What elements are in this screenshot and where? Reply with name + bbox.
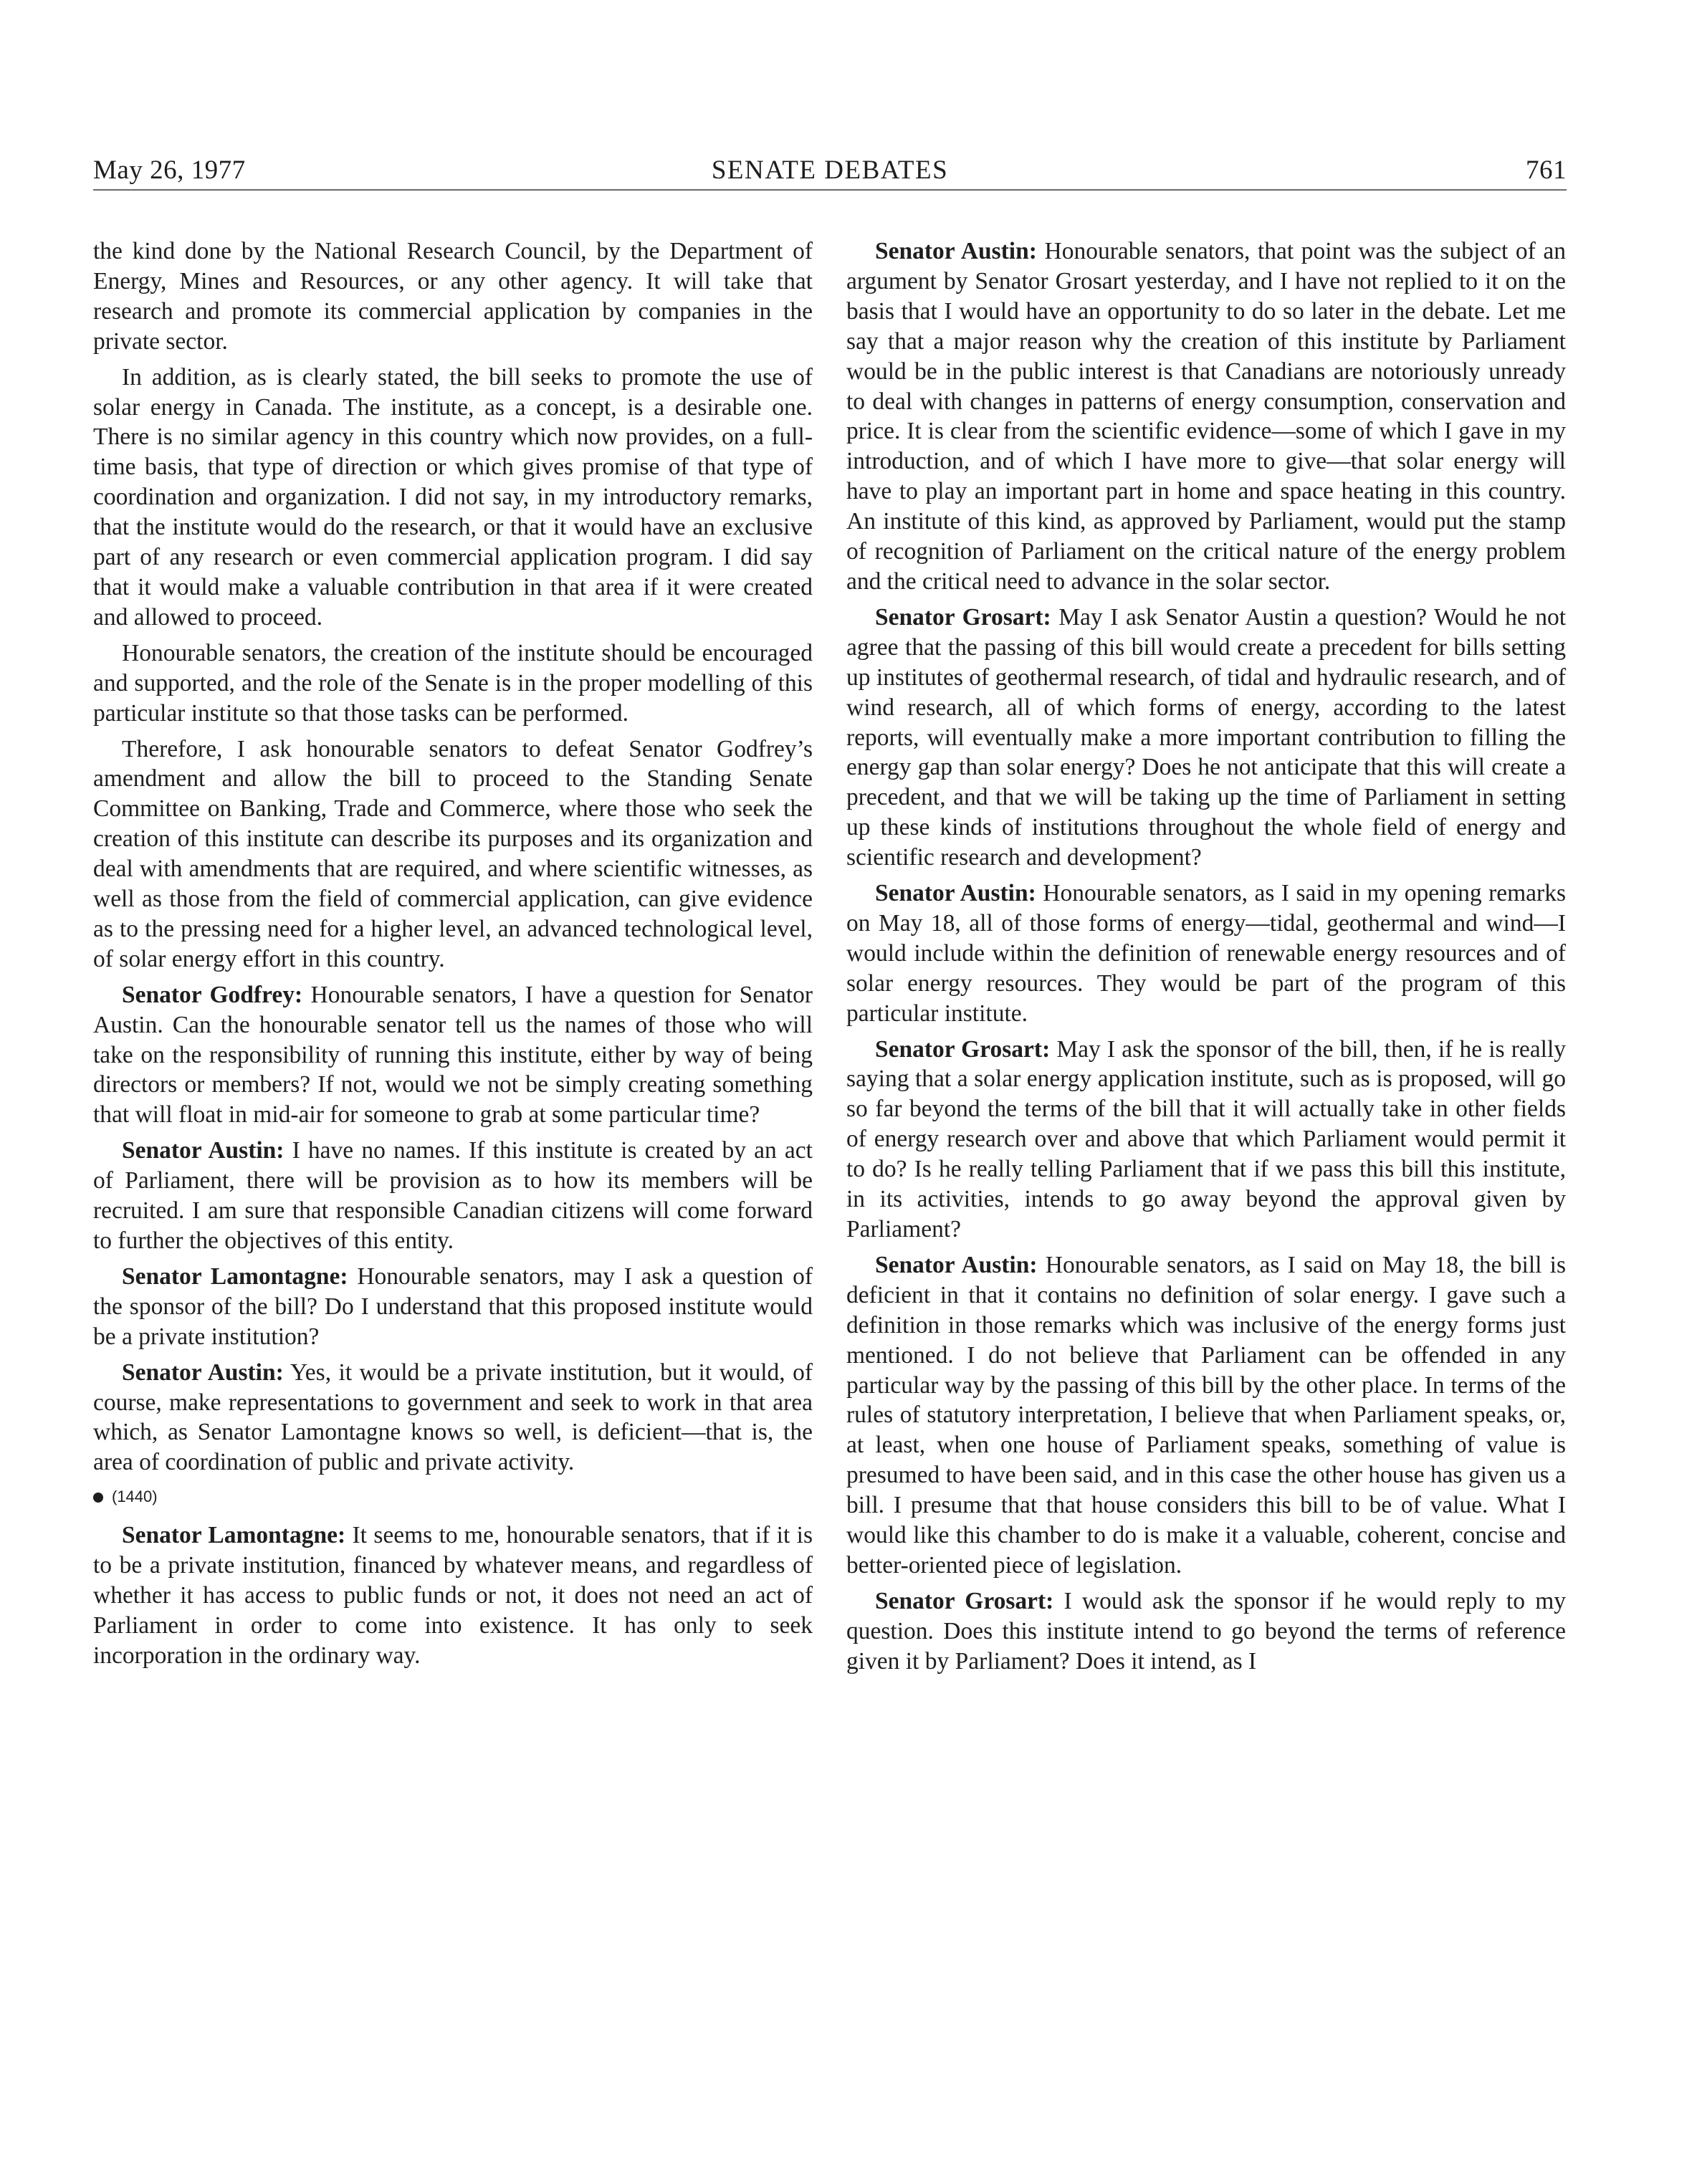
speech-paragraph [846, 1586, 1566, 1677]
speech-text: May I ask Senator Austin a question? Would he not agree that the passing of this bill would create a precedent for bills setting up institutes of geothermal research, of tidal and hydraulic research, and of wind research, all of which forms of energy, according to the latest reports, will eventually make a more important contribution to filling the energy gap than solar energy? Does he not anticipate that this will create a precedent, and that we will be taking up the time of Parliament in setting up these kinds of institutions throughout the whole field of energy and scientific research and development? [846, 603, 1567, 871]
speech-text: Yes, it would be a private institution, but it would, of course, make representations to government and seek to work in that area which, as Senator Lamontagne knows so well, is deficient—that is, the area of coordination of public and private activity. [93, 1359, 813, 1476]
speech-paragraph [93, 980, 813, 1131]
speaker-name: Senator Austin: [875, 1251, 1038, 1278]
page-number: 761 [1526, 155, 1567, 185]
speaker-name: Senator Godfrey: [122, 981, 303, 1008]
speech-paragraph [846, 878, 1566, 1029]
speech-text: Honourable senators, that point was the subject of an argument by Senator Grosart yesterday, and I have not replied to it on the basis that I would have an opportunity to do so later in the debate. Let me say that a major reason why the creation of this institute by Parliament would be in the public interest is that Canadians are notoriously unready to deal with changes in patterns of energy consumption, conservation and price. It is clear from the scientific evidence—some of which I gave in my introduction, and of which I have more to give—that solar energy will have to play an important part in home and space heating in this country. An institute of this kind, as approved by Parliament, would put the stamp of recognition of Parliament on the critical nature of the energy problem and the critical need to advance in the solar sector. [846, 238, 1566, 595]
speech-text: May I ask the sponsor of the bill, then, if he is really saying that a solar energy application institute, such as is proposed, will go so far beyond the terms of the bill that it will actually take in other fields of energy research over and above that which Parliament would permit it to do? Is he really telling Parliament that if we pass this bill this institute, in its activities, intends to go away beyond the approval given by Parliament? [846, 1035, 1566, 1242]
speech-paragraph [93, 1136, 813, 1256]
paragraph-text: In addition, as is clearly stated, the bill seeks to promote the use of solar energy in Canada. The institute, as a concept, is a desirable one. There is no similar agency in this country which now provides, on a full-time basis, that type of direction or which gives promise of that type of coordination and organization. I did not say, in my introductory remarks, that the institute would do the research, or that it would have an exclusive part of any research or even commercial application program. I did say that it would make a valuable contribution in that area if it were created and allowed to proceed. [93, 363, 813, 631]
time-marker [93, 1486, 813, 1508]
header-title: SENATE DEBATES [711, 155, 949, 185]
speaker-name: Senator Lamontagne: [122, 1522, 346, 1549]
speaker-name: Senator Grosart: [875, 603, 1051, 631]
speech-text: I have no names. If this institute is created by an act of Parliament, there will be provision as to how its members will be recruited. I am sure that responsible Canadian citizens will come forward to further the objectives of this entity. [93, 1137, 813, 1254]
speech-paragraph [846, 1250, 1566, 1581]
paragraph [93, 236, 813, 357]
bullet-icon [93, 1493, 103, 1503]
right-column [846, 236, 1566, 1682]
speaker-name: Senator Grosart: [875, 1035, 1051, 1063]
header-date: May 26, 1977 [93, 155, 246, 185]
left-column [93, 236, 813, 1677]
speech-text: It seems to me, honourable senators, that if it is to be a private institution, financed by whatever means, and regardless of whether it has access to public funds or not, it does not need an act of Parliament in order to come into existence. It has only to seek incorporation in the ordinary way. [93, 1522, 813, 1669]
speaker-name: Senator Austin: [122, 1137, 285, 1164]
speaker-name: Senator Austin: [875, 238, 1037, 264]
speech-text: I would ask the sponsor if he would reply to my question. Does this institute intend to go beyond the terms of reference given it by Parliament? Does it intend, as I [846, 1587, 1567, 1675]
speech-text: Honourable senators, I have a question for Senator Austin. Can the honourable senator tell us the names of those who will take on the responsibility of running this institute, either by way of being directors or members? If not, would we not be simply creating something that will float in mid-air for someone to grab at some particular time? [93, 981, 813, 1129]
speaker-name: Senator Lamontagne: [122, 1263, 348, 1290]
speech-paragraph [93, 1262, 813, 1352]
speaker-name: Senator Austin: [122, 1359, 284, 1386]
paragraph [93, 363, 813, 633]
speech-text: Honourable senators, may I ask a question of the sponsor of the bill? Do I understand that this proposed institute would be a private institution? [93, 1263, 813, 1350]
speech-paragraph [846, 603, 1566, 873]
speaker-name: Senator Grosart: [875, 1587, 1054, 1614]
paragraph [93, 638, 813, 729]
speech-paragraph [93, 1520, 813, 1671]
speaker-name: Senator Austin: [875, 880, 1036, 907]
paragraph-text: Honourable senators, the creation of the institute should be encouraged and supported, and the role of the Senate is in the proper modelling of this particular institute so that those tasks can be performed. [93, 639, 813, 727]
speech-paragraph [846, 236, 1566, 597]
page-header [93, 152, 1567, 191]
paragraph-text: Therefore, I ask honourable senators to defeat Senator Godfrey’s amendment and allow the bill to proceed to the Standing Senate Committee on Banking, Trade and Commerce, where those who seek the creation of this institute can describe its purposes and its organization and deal with amendments that are required, and where scientific witnesses, as well as those from the field of commercial application, can give evidence as to the pressing need for a higher level, an advanced technological level, of solar energy effort in this country. [93, 735, 813, 972]
speech-paragraph [846, 1035, 1566, 1245]
speech-text: Honourable senators, as I said in my opening remarks on May 18, all of those forms of energy—tidal, geothermal and wind—I would include within the definition of renewable energy resources and of solar energy resources. They would be part of the program of this particular institute. [846, 880, 1566, 1027]
paragraph [93, 734, 813, 974]
paragraph-text: the kind done by the National Research Council, by the Department of Energy, Mines and Resources, or any other agency. It will take that research and promote its commercial application by companies in the private sector. [93, 238, 813, 355]
speech-text: Honourable senators, as I said on May 18, the bill is deficient in that it contains no definition of solar energy. I gave such a definition in those remarks which was inclusive of the energy forms just mentioned. I do not believe that Parliament can be offended in any particular way by the passing of this bill by the other place. In terms of the rules of statutory interpretation, I believe that when Parliament speaks, or, at least, when one house of Parliament speaks, something of value is presumed to have been said, and in this case the other house has given us a bill. I presume that that house considers this bill to be of value. What I would like this chamber to do is make it a valuable, coherent, concise and better-oriented piece of legislation. [846, 1251, 1566, 1579]
time-marker-text: (1440) [112, 1488, 158, 1506]
speech-paragraph [93, 1358, 813, 1478]
